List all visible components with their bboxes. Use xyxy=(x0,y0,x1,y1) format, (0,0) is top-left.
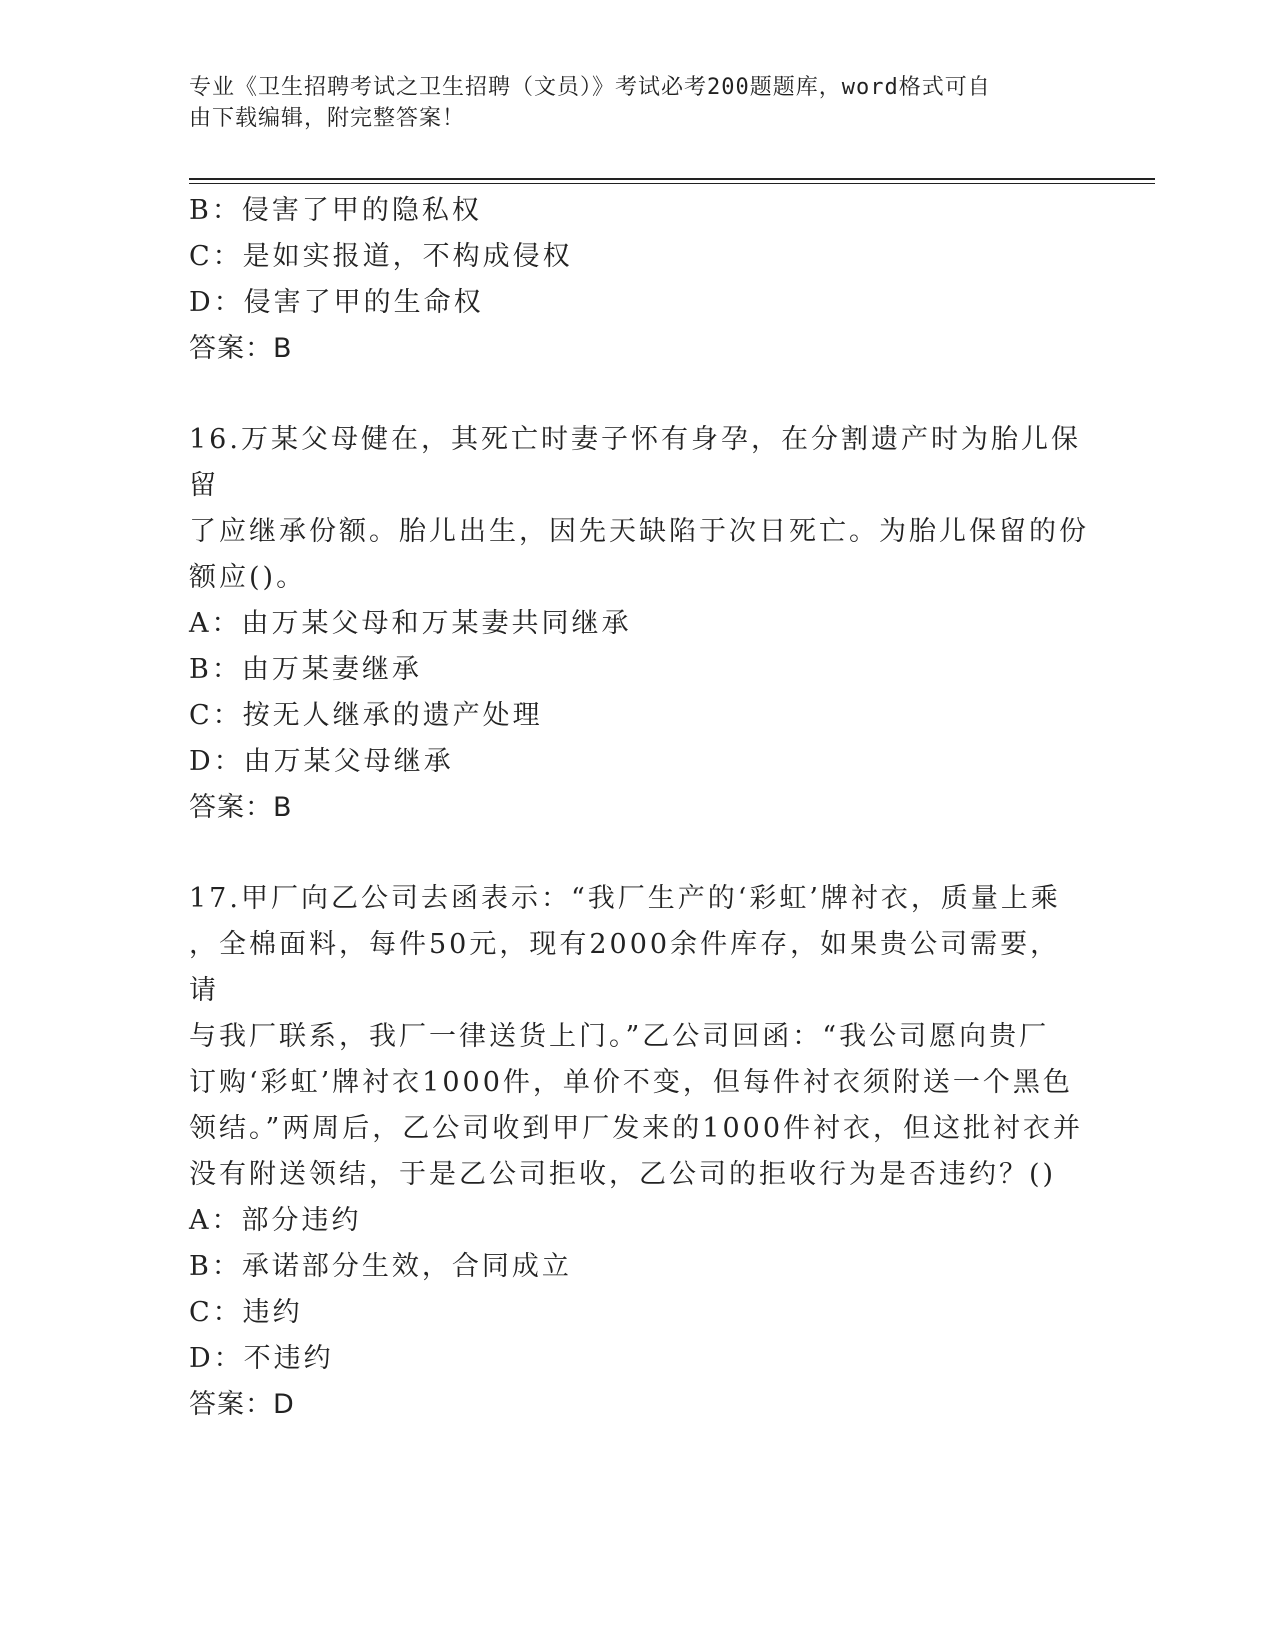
option-c: C：是如实报道，不构成侵权 xyxy=(189,241,573,272)
spacer xyxy=(189,831,1089,876)
header-line-1: 专业《卫生招聘考试之卫生招聘（文员）》考试必考200题题库，word格式可自 xyxy=(189,75,991,100)
question-text-line: 16.万某父母健在，其死亡时妻子怀有身孕，在分割遗产时为胎儿保留 xyxy=(189,424,1081,501)
question-17 xyxy=(189,876,1089,1428)
option-d: D：不违约 xyxy=(189,1343,334,1374)
option-b: B：侵害了甲的隐私权 xyxy=(189,195,482,226)
header-line-2: 由下载编辑，附完整答案！ xyxy=(189,106,466,131)
question-text-line: 没有附送领结，于是乙公司拒收，乙公司的拒收行为是否违约？() xyxy=(189,1159,1057,1190)
option-b: B：由万某妻继承 xyxy=(189,654,422,685)
answer-line: 答案：B xyxy=(189,333,293,364)
option-b: B：承诺部分生效，合同成立 xyxy=(189,1251,572,1282)
spacer xyxy=(189,372,1089,417)
question-16 xyxy=(189,417,1089,831)
option-a: A：部分违约 xyxy=(189,1205,362,1236)
header-divider-thick xyxy=(189,178,1155,180)
question-15-continuation xyxy=(189,188,1089,372)
option-c: C：违约 xyxy=(189,1297,303,1328)
option-a: A：由万某父母和万某妻共同继承 xyxy=(189,608,632,639)
question-text-line: 领结。”两周后，乙公司收到甲厂发来的1000件衬衣，但这批衬衣并 xyxy=(189,1113,1084,1144)
option-d: D：侵害了甲的生命权 xyxy=(189,287,484,318)
document-header xyxy=(189,72,1069,134)
answer-line: 答案：B xyxy=(189,792,293,823)
option-d: D：由万某父母继承 xyxy=(189,746,454,777)
header-divider-thin xyxy=(189,183,1155,184)
question-text-line: ，全棉面料，每件50元，现有2000余件库存，如果贵公司需要，请 xyxy=(189,929,1061,1006)
question-text-line: 17.甲厂向乙公司去函表示：“我厂生产的‘彩虹’牌衬衣，质量上乘 xyxy=(189,883,1061,914)
question-text-line: 了应继承份额。胎儿出生，因先天缺陷于次日死亡。为胎儿保留的份 xyxy=(189,516,1089,547)
question-text-line: 与我厂联系，我厂一律送货上门。”乙公司回函：“我公司愿向贵厂 xyxy=(189,1021,1050,1052)
question-text-line: 额应()。 xyxy=(189,562,307,593)
answer-line: 答案：D xyxy=(189,1389,295,1420)
option-c: C：按无人继承的遗产处理 xyxy=(189,700,543,731)
document-body xyxy=(189,188,1089,1428)
question-text-line: 订购‘彩虹’牌衬衣1000件，单价不变，但每件衬衣须附送一个黑色 xyxy=(189,1067,1073,1098)
